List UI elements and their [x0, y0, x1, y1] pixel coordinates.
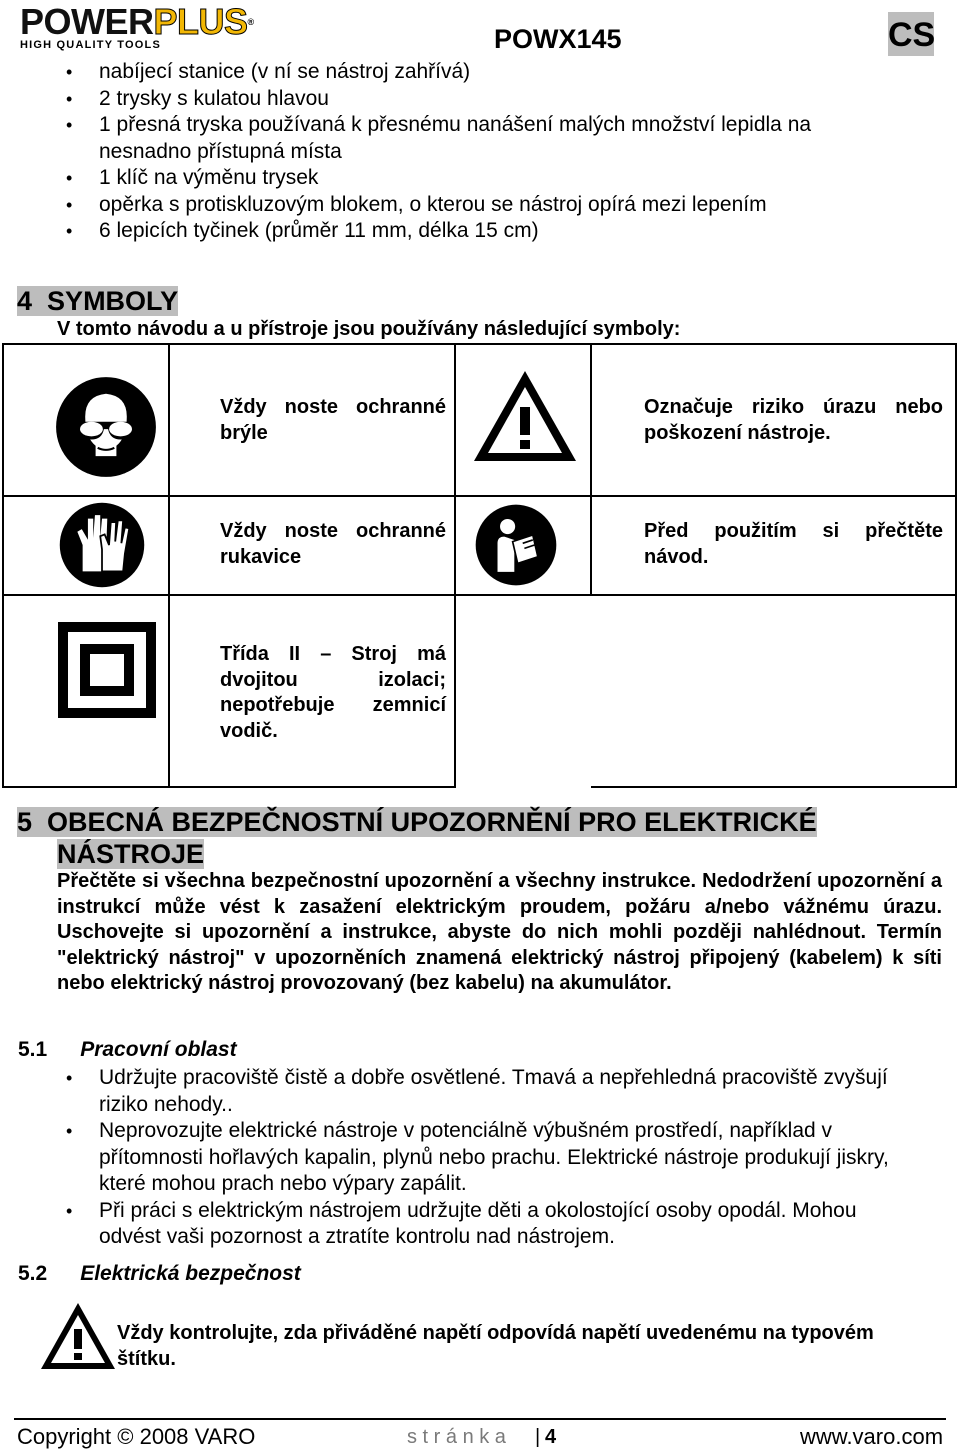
list-item: • Neprovozujte elektrické nástroje v potenciálně výbušném prostředí, například v přítomnosti hořlavých kapalin, plynů nebo prachu. Elektrické nástroje produkují jiskry, které mohou prach nebo výpary zapálit.	[0, 1118, 910, 1198]
section-4-intro: V tomto návodu a u přístroje jsou používány následující symboly:	[57, 318, 681, 340]
section-5-intro: Přečtěte si všechna bezpečnostní upozornění a všechny instrukce. Nedodržení upozornění a instrukcí může vést k zasažení elektrickým proudem, požáru a/nebo vážnému úrazu. Uschovejte si upozornění a instrukce, abyste do nich mohli později nahlédnout. Termín "elektrický nástroj" v upozorněních znamená elektrický nástroj připojený (kabelem) k síti nebo elektrický nástroj provozovaný (bez kabelu) na akumulátor.	[57, 870, 942, 994]
list-item: • Udržujte pracoviště čistě a dobře osvětlené. Tmavá a nepřehledná pracoviště zvyšují riziko nehody..	[0, 1065, 910, 1118]
section-4-heading	[17, 286, 178, 317]
list-item: • Při práci s elektrickým nástrojem udržujte děti a okolostojící osoby opodál. Mohou odvést vaši pozornost a ztratíte kontrolu nad nástrojem.	[0, 1198, 910, 1251]
model-number: POWX145	[494, 24, 622, 54]
symbol-description-cell	[591, 496, 956, 595]
list-item: • 2 trysky s kulatou hlavou	[0, 86, 900, 113]
list-item: • opěrka s protiskluzovým blokem, o kterou se nástroj opírá mezi lepením	[0, 192, 900, 219]
subsection-title: Elektrická bezpečnost	[80, 1262, 301, 1285]
manual-description: Před použitím si přečtěte návod.	[644, 520, 943, 568]
subsection-title: Pracovní oblast	[80, 1038, 237, 1061]
symbols-table	[2, 343, 957, 788]
class2-description: Třída II – Stroj má dvojitou izolaci; nepotřebuje zemnicí vodič.	[220, 643, 446, 742]
symbol-description-cell	[591, 344, 956, 496]
goggles-description: Vždy noste ochranné brýle	[220, 396, 446, 444]
symbol-description-cell	[169, 496, 455, 595]
warning-triangle-icon	[470, 367, 580, 465]
list-item: • nabíjecí stanice (v ní se nástroj zahřívá)	[0, 59, 900, 86]
footer-page-label: s t r á n k a	[407, 1426, 506, 1448]
subsection-number: 5.1	[18, 1038, 48, 1061]
section-title-line-2: NÁSTROJE	[57, 839, 205, 869]
package-contents-list	[0, 59, 900, 245]
symbol-cell	[3, 344, 169, 496]
symbol-description-cell	[169, 344, 455, 496]
section-number: 4	[17, 286, 33, 316]
list-item: • 1 klíč na výměnu trysek	[0, 165, 900, 192]
voltage-warning: Vždy kontrolujte, zda přiváděné napětí odpovídá napětí uvedenému na typovém štítku.	[117, 1322, 874, 1370]
subsection-number: 5.2	[18, 1262, 48, 1285]
list-item: • 6 lepicích tyčinek (průměr 11 mm, délka 15 cm)	[0, 218, 900, 245]
language-badge: CS	[888, 12, 934, 56]
read-manual-icon	[474, 503, 558, 587]
protective-gloves-icon	[58, 501, 146, 589]
gloves-description: Vždy noste ochranné rukavice	[220, 520, 446, 568]
footer-divider	[14, 1418, 946, 1420]
section-5-2-heading	[18, 1262, 301, 1286]
section-title-line-1: OBECNÁ BEZPEČNOSTNÍ UPOZORNĚNÍ PRO ELEKTRICKÉ	[47, 807, 817, 837]
symbol-description-cell	[169, 595, 455, 787]
logo-text-plus: PLUS	[153, 1, 248, 42]
section-5-1-heading	[18, 1038, 237, 1062]
symbol-cell	[3, 496, 169, 595]
symbol-cell	[455, 496, 591, 595]
empty-cell	[455, 595, 591, 787]
brand-logo	[20, 1, 290, 51]
section-number: 5	[17, 807, 33, 837]
footer-website: www.varo.com	[800, 1424, 944, 1449]
double-insulation-icon	[58, 622, 156, 718]
symbol-cell	[455, 344, 591, 496]
logo-tagline: HIGH QUALITY TOOLS	[20, 39, 161, 51]
warning-triangle-icon	[38, 1300, 118, 1372]
work-area-list	[0, 1065, 910, 1251]
footer-copyright: Copyright © 2008 VARO	[17, 1424, 256, 1449]
empty-cell	[591, 595, 956, 787]
registered-mark: ®	[247, 17, 254, 27]
footer-page-separator: |	[535, 1426, 541, 1448]
list-item: • 1 přesná tryska používaná k přesnému nanášení malých množství lepidla na nesnadno přístupná místa	[0, 112, 900, 165]
section-title: SYMBOLY	[47, 286, 179, 316]
safety-goggles-icon	[54, 375, 158, 479]
footer-page-number: 4	[545, 1426, 557, 1448]
symbol-cell	[3, 595, 169, 787]
logo-text-power: POWER	[20, 1, 154, 42]
section-5-heading	[17, 806, 817, 870]
warning-description: Označuje riziko úrazu nebo poškození nástroje.	[644, 396, 943, 444]
